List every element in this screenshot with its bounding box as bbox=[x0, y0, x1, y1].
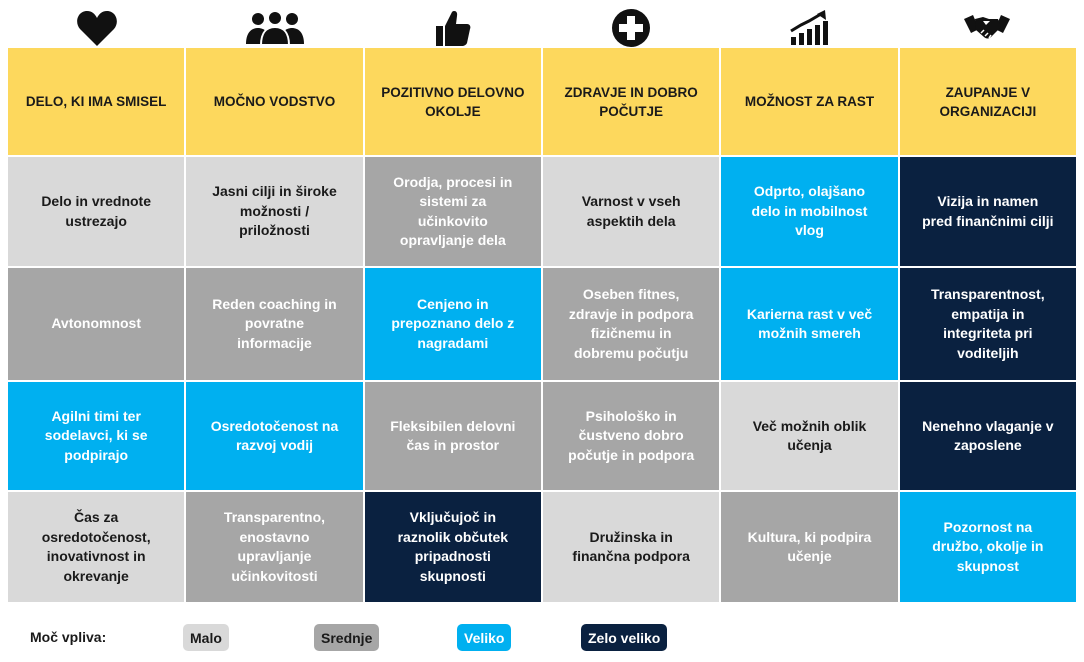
legend-chip-veliko: Veliko bbox=[457, 624, 511, 651]
grid-cell: Agilni timi ter sodelavci, ki se podpirajo bbox=[8, 382, 184, 490]
grid-cell: Čas za osredotočenost, inovativnost in okrevanje bbox=[8, 492, 184, 602]
grid-cell: Jasni cilji in široke možnosti / priložnosti bbox=[186, 157, 362, 266]
header-zdravje: ZDRAVJE IN DOBRO POČUTJE bbox=[543, 48, 719, 155]
handshake-icon bbox=[898, 6, 1076, 50]
grid-cell: Delo in vrednote ustrezajo bbox=[8, 157, 184, 266]
header-rast: MOŽNOST ZA RAST bbox=[721, 48, 897, 155]
legend bbox=[30, 624, 1070, 652]
grid-cell: Kultura, ki podpira učenje bbox=[721, 492, 897, 602]
grid-cell: Reden coaching in povratne informacije bbox=[186, 268, 362, 380]
header-zaupanje: ZAUPANJE V ORGANIZACIJI bbox=[900, 48, 1076, 155]
grid-cell: Transparentno, enostavno upravljanje učinkovitosti bbox=[186, 492, 362, 602]
medical-cross-icon bbox=[542, 6, 720, 50]
legend-chip-zelo-veliko: Zelo veliko bbox=[581, 624, 667, 651]
grid-cell: Družinska in finančna podpora bbox=[543, 492, 719, 602]
grid-cell: Psihološko in čustveno dobro počutje in podpora bbox=[543, 382, 719, 490]
people-icon bbox=[186, 6, 364, 50]
legend-title: Moč vpliva: bbox=[30, 629, 107, 645]
grid-cell: Nenehno vlaganje v zaposlene bbox=[900, 382, 1076, 490]
grid-cell: Avtonomnost bbox=[8, 268, 184, 380]
grid-cell: Pozornost na družbo, okolje in skupnost bbox=[900, 492, 1076, 602]
grid-cell: Odprto, olajšano delo in mobilnost vlog bbox=[721, 157, 897, 266]
grid-cell: Več možnih oblik učenja bbox=[721, 382, 897, 490]
grid-cell: Osredotočenost na razvoj vodij bbox=[186, 382, 362, 490]
header-okolje: POZITIVNO DELOVNO OKOLJE bbox=[365, 48, 541, 155]
grid-cell: Orodja, procesi in sistemi za učinkovito opravljanje dela bbox=[365, 157, 541, 266]
grid-cell: Fleksibilen delovni čas in prostor bbox=[365, 382, 541, 490]
header-smisel: DELO, KI IMA SMISEL bbox=[8, 48, 184, 155]
icon-row bbox=[8, 6, 1076, 50]
grid-cell: Karierna rast v več možnih smereh bbox=[721, 268, 897, 380]
grid-cell: Transparentnost, empatija in integriteta pri voditeljih bbox=[900, 268, 1076, 380]
heart-icon bbox=[8, 6, 186, 50]
grid-cell: Oseben fitnes, zdravje in podpora fizičnemu in dobremu počutju bbox=[543, 268, 719, 380]
grid-cell: Cenjeno in prepoznano delo z nagradami bbox=[365, 268, 541, 380]
grid-cell: Vključujoč in raznolik občutek pripadnosti skupnosti bbox=[365, 492, 541, 602]
growth-chart-icon bbox=[720, 6, 898, 50]
thumbs-up-icon bbox=[364, 6, 542, 50]
header-vodstvo: MOČNO VODSTVO bbox=[186, 48, 362, 155]
culture-matrix bbox=[8, 48, 1076, 596]
legend-chip-malo: Malo bbox=[183, 624, 229, 651]
grid-cell: Varnost v vseh aspektih dela bbox=[543, 157, 719, 266]
grid-cell: Vizija in namen pred finančnimi cilji bbox=[900, 157, 1076, 266]
legend-chip-srednje: Srednje bbox=[314, 624, 379, 651]
